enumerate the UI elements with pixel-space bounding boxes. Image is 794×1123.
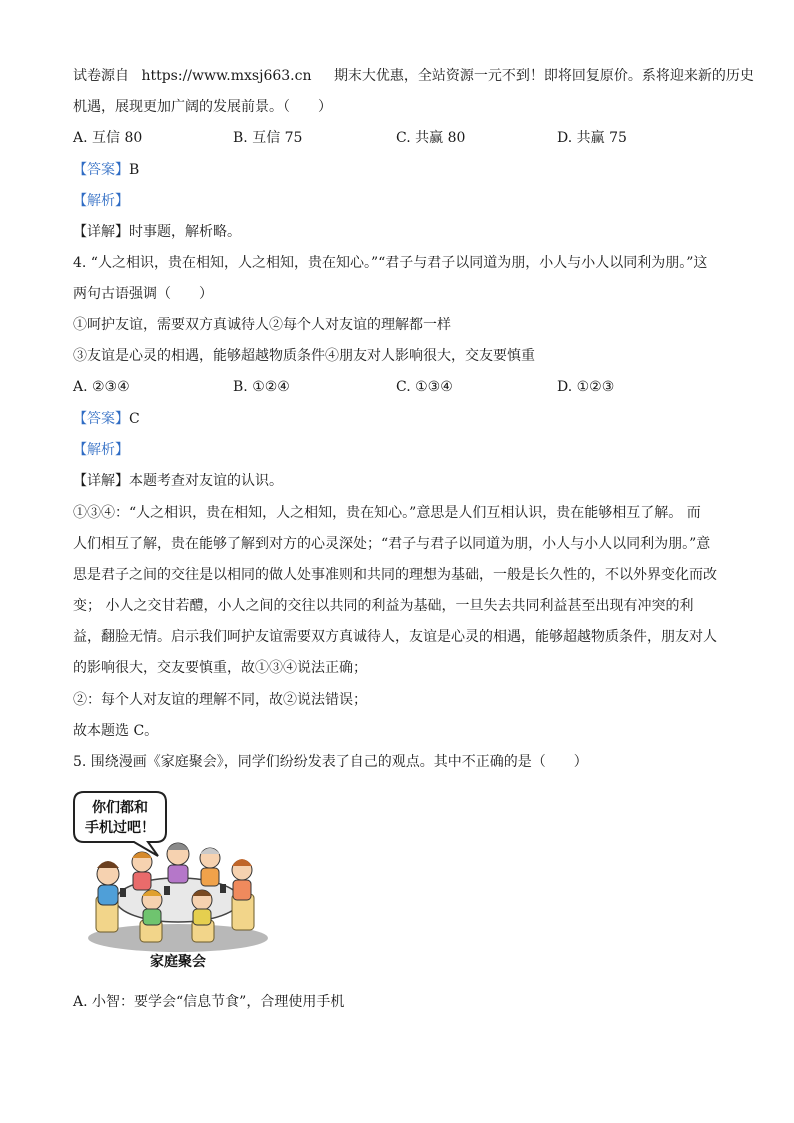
- q4-explanation-1: ①③④：“人之相识，贵在相知，人之相知，贵在知心。”意思是人们互相认识，贵在能够相互了解。 而: [73, 505, 701, 521]
- detail-text: 时事题，解析略。: [129, 224, 241, 240]
- cartoon-caption: 家庭聚会: [150, 954, 206, 970]
- q4-option-d: D. ①②③: [557, 379, 615, 395]
- cartoon-illustration: [70, 788, 270, 973]
- promo-text: 期末大优惠，全站资源一元不到！即将回复原价。系将迎来新的历史: [333, 68, 754, 84]
- q3-option-d: D. 共赢 75: [557, 130, 627, 146]
- q4-statements-2: ③友谊是心灵的相遇，能够超越物质条件④朋友对人影响很大，交友要慎重: [73, 348, 535, 364]
- analysis-tag: 【解析】: [73, 193, 129, 209]
- q3-option-c: C. 共赢 80: [396, 130, 466, 146]
- q4-explanation-8: 故本题选 C。: [73, 723, 159, 739]
- q3-answer: [73, 160, 139, 180]
- q4-explanation-6: 的影响很大，交友要慎重，故①③④说法正确；: [73, 660, 367, 676]
- q4-option-c: C. ①③④: [396, 379, 453, 395]
- q4-detail: [73, 471, 283, 491]
- q3-option-a: A. 互信 80: [73, 130, 143, 146]
- q5-stem: 5. 围绕漫画《家庭聚会》，同学们纷纷发表了自己的观点。其中不正确的是（ ）: [73, 754, 588, 770]
- q4-explanation-4: 变； 小人之交甘若醴，小人之间的交往以共同的利益为基础，一旦失去共同利益甚至出现有冲突的利: [73, 598, 694, 614]
- q3-detail: [73, 222, 241, 242]
- source-url[interactable]: https://www.mxsj663.cn: [141, 68, 312, 84]
- family-gathering-cartoon: [70, 788, 270, 973]
- bubble-text-line2: 手机过吧！: [85, 820, 155, 836]
- q4-answer: [73, 409, 140, 429]
- q4-explanation-3: 思是君子之间的交往是以相同的做人处事准则和共同的理想为基础，一般是长久性的，不以外界变化而改: [73, 567, 717, 583]
- source-label: 试卷源自: [73, 68, 129, 84]
- q4-stem-line1: 4. “人之相识，贵在相知，人之相知，贵在知心。”“君子与君子以同道为朋，小人与小人以同利为朋。”这: [73, 255, 708, 271]
- detail-text: 本题考查对友谊的认识。: [129, 473, 283, 489]
- header-line: [73, 66, 754, 86]
- q4-option-a: A. ②③④: [73, 379, 130, 395]
- q4-statements-1: ①呵护友谊，需要双方真诚待人②每个人对友谊的理解都一样: [73, 317, 451, 333]
- q4-analysis: [73, 440, 129, 460]
- answer-value: C: [129, 411, 140, 427]
- bubble-text-line1: 你们都和: [92, 800, 148, 816]
- q4-explanation-5: 益，翻脸无情。启示我们呵护友谊需要双方真诚待人，友谊是心灵的相遇，能够超越物质条件，朋友对人: [73, 629, 717, 645]
- q4-option-b: B. ①②④: [233, 379, 290, 395]
- q4-explanation-2: 人们相互了解，贵在能够了解到对方的心灵深处；“君子与君子以同道为朋，小人与小人以同利为朋。”意: [73, 536, 711, 552]
- answer-value: B: [129, 162, 140, 178]
- q5-option-a: A. 小智：要学会“信息节食”，合理使用手机: [73, 994, 345, 1010]
- analysis-tag: 【解析】: [73, 442, 129, 458]
- detail-tag: 【详解】: [73, 473, 129, 489]
- answer-tag: 【答案】: [73, 162, 129, 178]
- q3-option-b: B. 互信 75: [233, 130, 303, 146]
- answer-tag: 【答案】: [73, 411, 129, 427]
- q4-stem-line2: 两句古语强调（ ）: [73, 286, 213, 302]
- q3-stem-line2: 机遇，展现更加广阔的发展前景。（ ）: [73, 99, 332, 115]
- detail-tag: 【详解】: [73, 224, 129, 240]
- q3-analysis: [73, 191, 129, 211]
- q4-explanation-7: ②：每个人对友谊的理解不同，故②说法错误；: [73, 692, 367, 708]
